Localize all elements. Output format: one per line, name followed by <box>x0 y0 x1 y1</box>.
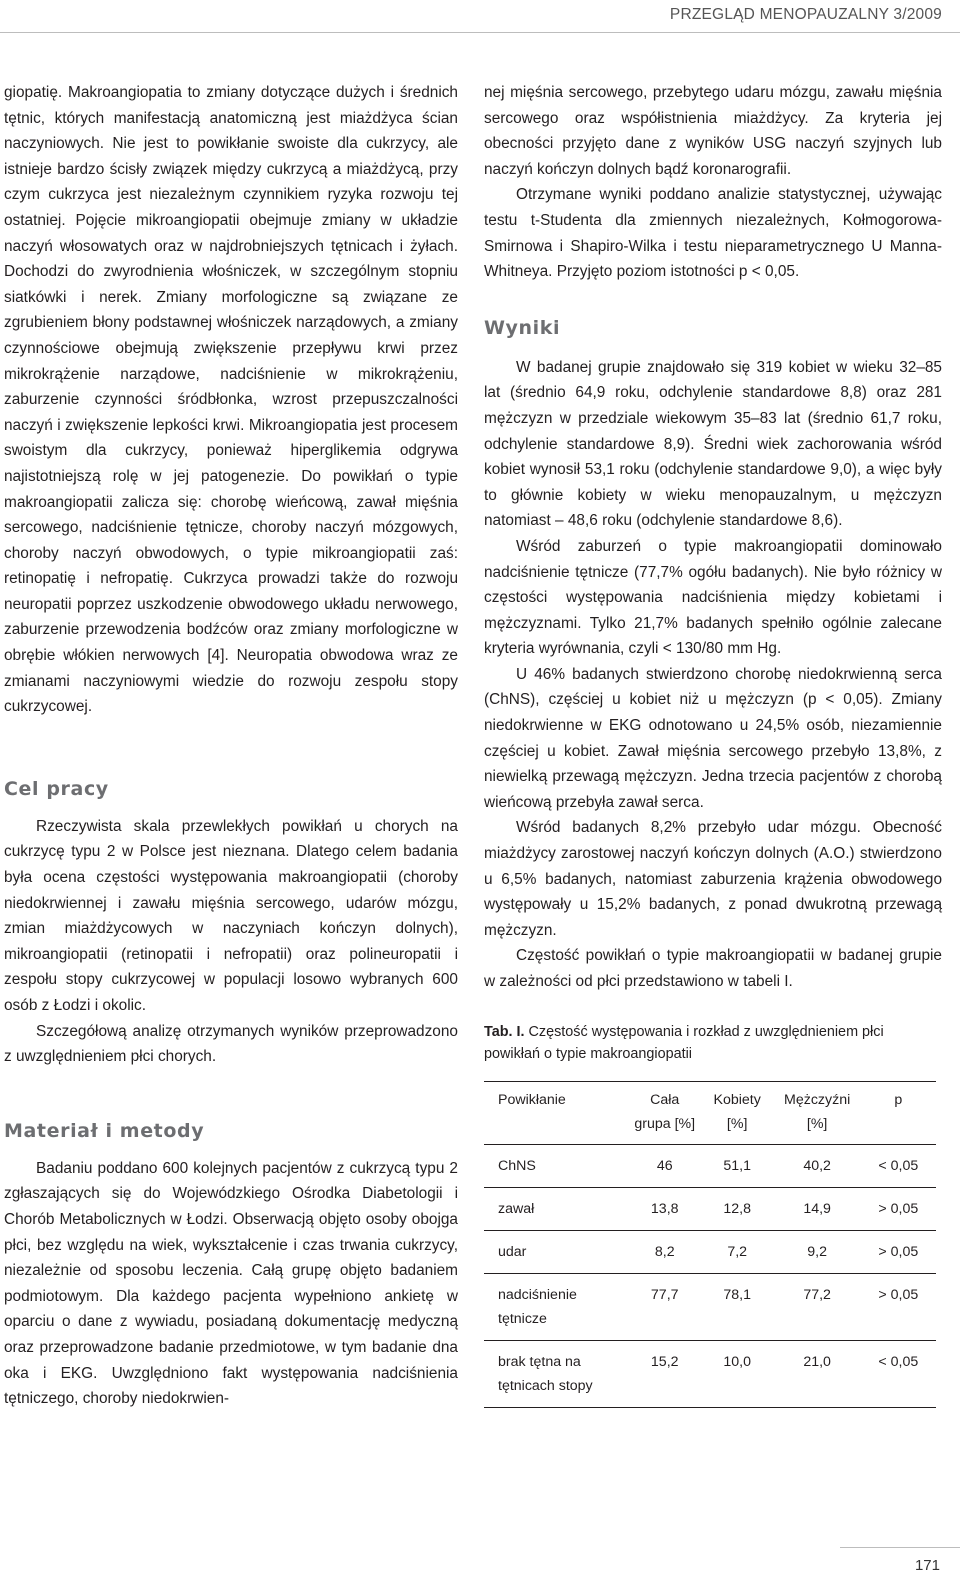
table-header-row <box>484 1081 936 1144</box>
footer-divider <box>840 1547 960 1548</box>
aim-paragraph: Rzeczywista skala przewlekłych powikłań u chorych na cukrzycę typu 2 w Polsce jest nieznana. Dlatego celem badania była ocena częstości występowania makroangiopatii (choroby niedokrwiennej i zawału mięśnia sercowego, udarów mózgu, zmian miażdżycowych w naczyniach kończyn dolnych), mikroangiopatii (retinopatii i nefropatii) oraz polineuropatii i zespołu stopy cukrzycowej w populacji losowo wybranych 600 osób z Łodzi i okolic. <box>4 817 458 1014</box>
cell-whole-group: 15,2 <box>629 1340 701 1407</box>
table-caption-label: Tab. I. <box>484 1023 525 1040</box>
header-complication: Powikłanie <box>498 1091 566 1108</box>
cell-whole-group: 46 <box>629 1144 701 1187</box>
cell-women: 7,2 <box>701 1230 774 1273</box>
left-column <box>4 80 458 1412</box>
table-caption-text: Częstość występowania i rozkład z uwzględnieniem płci powikłań o typie makroangiopatii <box>484 1023 884 1062</box>
header-whole-group: Cała grupa [%] <box>634 1091 696 1132</box>
page-number: 171 <box>914 1557 940 1574</box>
right-column <box>484 80 942 1408</box>
cell-complication: udar <box>484 1230 629 1273</box>
methods-paragraph: Badaniu poddano 600 kolejnych pacjentów z cukrzycą typu 2 zgłaszających się do Wojewódzkiego Ośrodka Diabetologii i Chorób Metabolicznych w Łodzi. Obserwacją objęto osoby obojga płci, bez względu na wiek, wykształcenie i czas trwania cukrzycy, niezależnie od sposobu leczenia. Całą grupę objęto badaniem podmiotowym. Dla każdego pacjenta wypełniono ankietę w oparciu o dane z wywiadu, posiadaną dokumentację medyczną oraz przeprowadzone badanie przedmiotowe, w tym badanie dna oka i EKG. Uwzględniono fakt występowania nadciśnienia tętniczego, choroby niedokrwien- <box>4 1159 458 1408</box>
cell-men: 77,2 <box>774 1273 861 1340</box>
section-title-methods: Materiał i metody <box>4 1119 205 1142</box>
intro-paragraph: giopatię. Makroangiopatia to zmiany dotyczące dużych i średnich tętnic, których manifestacją anatomiczną jest miażdżyca ścian naczyniowych. Nie jest to powikłanie swoiste dla cukrzycy, ale istnieje bardzo ścisły związek między cukrzycą a miażdżycą, przy czym cukrzyca jest niezależnym czynnikiem ryzyka rozwoju tej ostatniej. Pojęcie mikroangiopatii obejmuje zmiany w układzie naczyń włosowatych oraz w najdrobniejszych tętnicach i żyłach. Dochodzi do zwyrodnienia włośniczek, w szczególnym stopniu siatkówki i nerek. Zmiany morfologiczne są związane ze zgrubieniem błony podstawnej włośniczek narządowych, a zmiany czynnościowe obejmują zwiększenie przepływu krwi przez mikrokrążenie narządowe, nadciśnienie w mikrokrążeniu, zaburzenie czynności śródbłonka, wzrost przepuszczalności naczyń i zwiększenie lepkości krwi. Mikroangiopatia jest procesem swoistym dla cukrzycy, ponieważ hiperglikemia odgrywa najistotniejszą rolę w jej patogenezie. Do powikłań o typie makroangiopatii zalicza się: chorobę wieńcową, zawał mięśnia sercowego, nadciśnienie tętnicze, choroby naczyń mózgowych, choroby naczyń obwodowych, o typie mikroangiopatii zaś: retinopatię i nefropatię. Cukrzyca prowadzi także do rozwoju neuropatii poprzez uszkodzenie obwodowego układu nerwowego, zaburzenie przewodzenia bodźców oraz zmiany morfologiczne w obrębie włókien nerwowych [4]. Neuropatia obwodowa wraz ze zmianami naczyniowymi wiedzie do rozwoju zespołu stopy cukrzycowej. <box>4 84 458 716</box>
table-row <box>484 1230 936 1273</box>
table-caption <box>484 1021 942 1065</box>
results-paragraph-3: U 46% badanych stwierdzono chorobę niedokrwienną serca (ChNS), częściej u kobiet niż u mężczyzn (p < 0,05). Zmiany niedokrwienne w EKG odnotowano u 24,5% osób, niezamiennie częściej u kobiet. Zawał mięśnia sercowego przebyło 13,8%, z niewielką przewagą mężczyzn. Jedna trzecia pacjentów z chorobą wieńcową przebyła zawał serca. <box>484 665 942 811</box>
cell-men: 14,9 <box>774 1187 861 1230</box>
cell-men: 40,2 <box>774 1144 861 1187</box>
statistics-paragraph: Otrzymane wyniki poddano analizie statystycznej, używając testu t-Studenta dla zmiennych niezależnych, Kołmogorowa-Smirnowa i Shapiro-Wilka i testu nieparametrycznego U Manna-Whitneya. Przyjęto poziom istotności p < 0,05. <box>484 186 942 281</box>
complications-table <box>484 1081 936 1408</box>
cell-whole-group: 13,8 <box>629 1187 701 1230</box>
cell-women: 78,1 <box>701 1273 774 1340</box>
header-women: Kobiety [%] <box>713 1091 761 1132</box>
results-paragraph-2: Wśród zaburzeń o typie makroangiopatii dominowało nadciśnienie tętnicze (77,7% ogółu badanych). Nie było różnicy w częstości występowania nadciśnienia między kobietami i mężczyznami. Tylko 21,7% badanych spełniło ogólnie zalecane kryteria wyrównania, czyli < 130/80 mm Hg. <box>484 537 942 658</box>
cell-complication: nadciśnienie tętnicze <box>484 1273 629 1340</box>
cell-men: 21,0 <box>774 1340 861 1407</box>
header-p-value: p <box>894 1091 903 1108</box>
cell-women: 10,0 <box>701 1340 774 1407</box>
results-paragraph-1: W badanej grupie znajdowało się 319 kobiet w wieku 32–85 lat (średnio 64,9 roku, odchylenie standardowe 8,8) oraz 281 mężczyzn w przedziale wiekowym 35–83 lat (średnio 61,7 roku, odchylenie standardowe 8,9). Średni wiek zachorowania wśród kobiet wynosił 53,1 roku (odchylenie standardowe 9,0), a więc były to głównie kobiety w wieku menopauzalnym, u mężczyzn natomiast – 48,6 roku (odchylenie standardowe 8,6). <box>484 358 942 530</box>
cell-women: 51,1 <box>701 1144 774 1187</box>
cell-complication: zawał <box>484 1187 629 1230</box>
header-men: Mężczyźni [%] <box>784 1091 851 1132</box>
cell-p-value: > 0,05 <box>861 1187 936 1230</box>
cell-whole-group: 8,2 <box>629 1230 701 1273</box>
aim-paragraph-2: Szczegółową analizę otrzymanych wyników przeprowadzono z uwzględnieniem płci chorych. <box>4 1022 458 1066</box>
table-row <box>484 1144 936 1187</box>
section-title-results: Wyniki <box>484 316 561 339</box>
cell-p-value: > 0,05 <box>861 1230 936 1273</box>
journal-header: PRZEGLĄD MENOPAUZALNY 3/2009 <box>669 6 942 23</box>
cell-p-value: < 0,05 <box>861 1144 936 1187</box>
section-title-aim: Cel pracy <box>4 777 109 800</box>
cell-women: 12,8 <box>701 1187 774 1230</box>
cell-p-value: < 0,05 <box>861 1340 936 1407</box>
cell-men: 9,2 <box>774 1230 861 1273</box>
results-paragraph-4: Wśród badanych 8,2% przebyło udar mózgu. Obecność miażdżycy zarostowej naczyń kończyn dolnych (A.O.) stwierdzono u 6,5% badanych, natomiast zaburzenia krążenia obwodowego występowały u 15,2% badanych, z ponad dwukrotną przewagą mężczyzn. <box>484 819 942 939</box>
table-row <box>484 1273 936 1340</box>
table-row <box>484 1187 936 1230</box>
table-row <box>484 1340 936 1407</box>
header-divider <box>0 32 960 33</box>
methods-continued-paragraph: nej mięśnia sercowego, przebytego udaru mózgu, zawału mięśnia sercowego oraz współistnienia miażdżycy. Za kryteria jej obecności przyjęto dane z wyników USG naczyń szyjnych lub naczyń kończyn dolnych bądź koronarografii. <box>484 84 942 178</box>
cell-complication: brak tętna na tętnicach stopy <box>484 1340 629 1407</box>
results-paragraph-5: Częstość powikłań o typie makroangiopatii w badanej grupie w zależności od płci przedstawiono w tabeli I. <box>484 947 942 990</box>
cell-complication: ChNS <box>484 1144 629 1187</box>
cell-whole-group: 77,7 <box>629 1273 701 1340</box>
cell-p-value: > 0,05 <box>861 1273 936 1340</box>
